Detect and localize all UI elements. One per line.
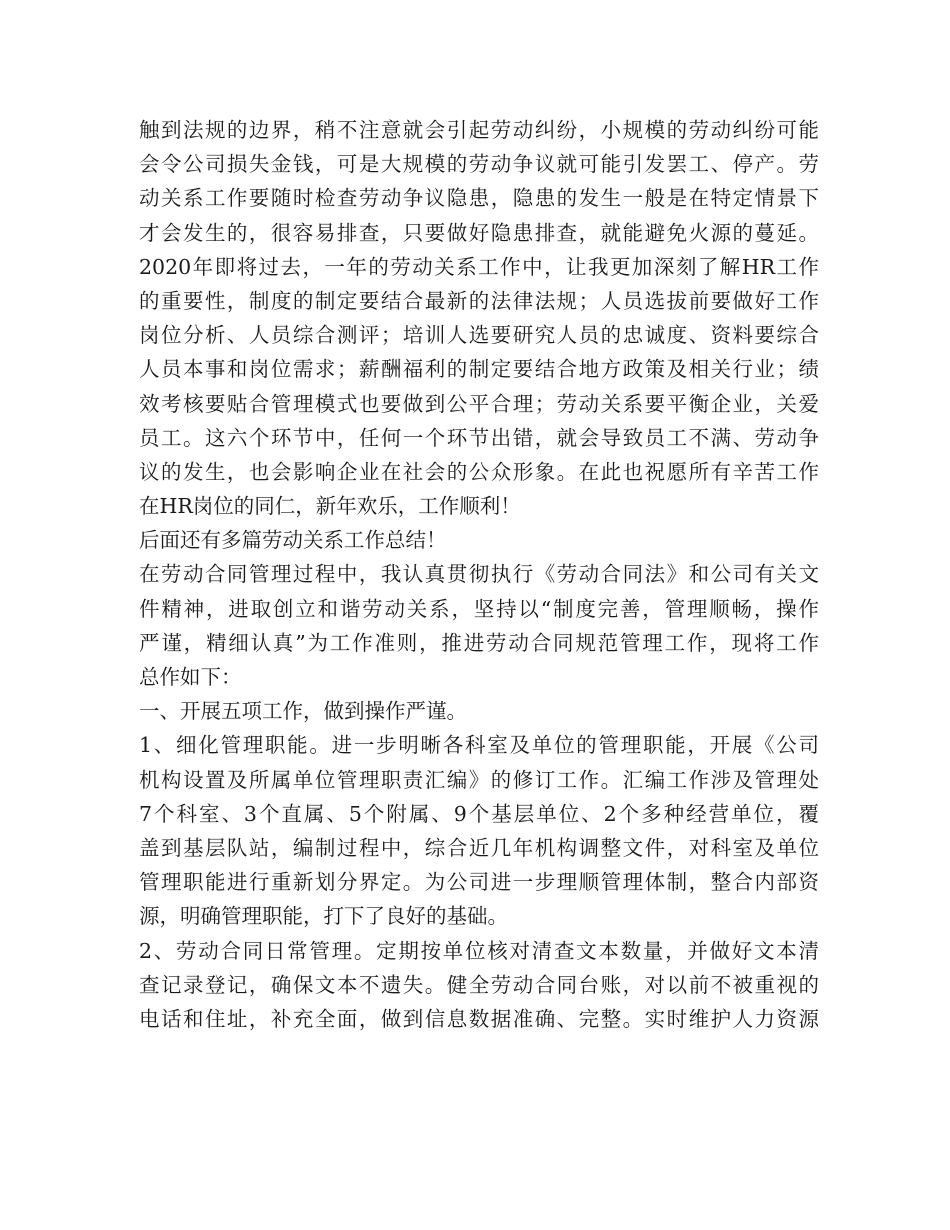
text-line: 触到法规的边界，稍不注意就会引起劳动纠纷，小规模的劳动纠纷可能 (139, 118, 819, 142)
text-line: 件精神，进取创立和谐劳动关系，坚持以“制度完善，管理顺畅，操作 (139, 596, 819, 621)
text-line: 严谨，精细认真”为工作准则，推进劳动合同规范管理工作，现将工作 (139, 630, 819, 655)
text-line: 一、开展五项工作，做到操作严谨。 (139, 699, 467, 724)
text-line: 源，明确管理职能，打下了良好的基础。 (139, 904, 508, 929)
text-line: 后面还有多篇劳动关系工作总结！ (139, 528, 447, 553)
text-line: 1、细化管理职能。进一步明晰各科室及单位的管理职能，开展《公司 (139, 733, 819, 758)
text-line: 管理职能进行重新划分界定。为公司进一步理顺管理体制，整合内部资 (139, 870, 819, 895)
document-body (139, 113, 819, 1036)
text-line: 的重要性，制度的制定要结合最新的法律法规；人员选拔前要做好工作 (139, 288, 819, 313)
text-line: 会令公司损失金钱，可是大规模的劳动争议就可能引发罢工、停产。劳 (139, 152, 819, 177)
text-line: 岗位分析、人员综合测评；培训人选要研究人员的忠诚度、资料要综合 (139, 323, 819, 348)
text-line: 在HR岗位的同仁，新年欢乐，工作顺利！ (139, 494, 521, 519)
text-line: 效考核要贴合管理模式也要做到公平合理；劳动关系要平衡企业，关爱 (139, 391, 819, 416)
text-line: 盖到基层队站，编制过程中，综合近几年机构调整文件，对科室及单位 (139, 835, 819, 860)
text-line: 议的发生，也会影响企业在社会的公众形象。在此也祝愿所有辛苦工作 (139, 459, 819, 484)
text-line: 查记录登记，确保文本不遗失。健全劳动合同台账，对以前不被重视的 (139, 972, 819, 997)
text-line: 7个科室、3个直属、5个附属、9个基层单位、2个多种经营单位，覆 (139, 801, 819, 826)
text-line: 动关系工作要随时检查劳动争议隐患，隐患的发生一般是在特定情景下 (139, 186, 819, 211)
text-line: 电话和住址，补充全面，做到信息数据准确、完整。实时维护人力资源 (139, 1006, 819, 1031)
text-line: 人员本事和岗位需求；薪酬福利的制定要结合地方政策及相关行业；绩 (139, 357, 819, 382)
text-line: 才会发生的，很容易排查，只要做好隐患排查，就能避免火源的蔓延。 (139, 220, 819, 245)
text-line: 员工。这六个环节中，任何一个环节出错，就会导致员工不满、劳动争 (139, 425, 819, 450)
text-line: 总作如下： (139, 665, 242, 689)
text-line: 机构设置及所属单位管理职责汇编》的修订工作。汇编工作涉及管理处 (139, 767, 819, 792)
text-line: 2020年即将过去，一年的劳动关系工作中，让我更加深刻了解HR工作 (139, 254, 819, 279)
text-line: 2、劳动合同日常管理。定期按单位核对清查文本数量，并做好文本清 (139, 938, 819, 963)
text-line: 在劳动合同管理过程中，我认真贯彻执行《劳动合同法》和公司有关文 (139, 562, 819, 587)
